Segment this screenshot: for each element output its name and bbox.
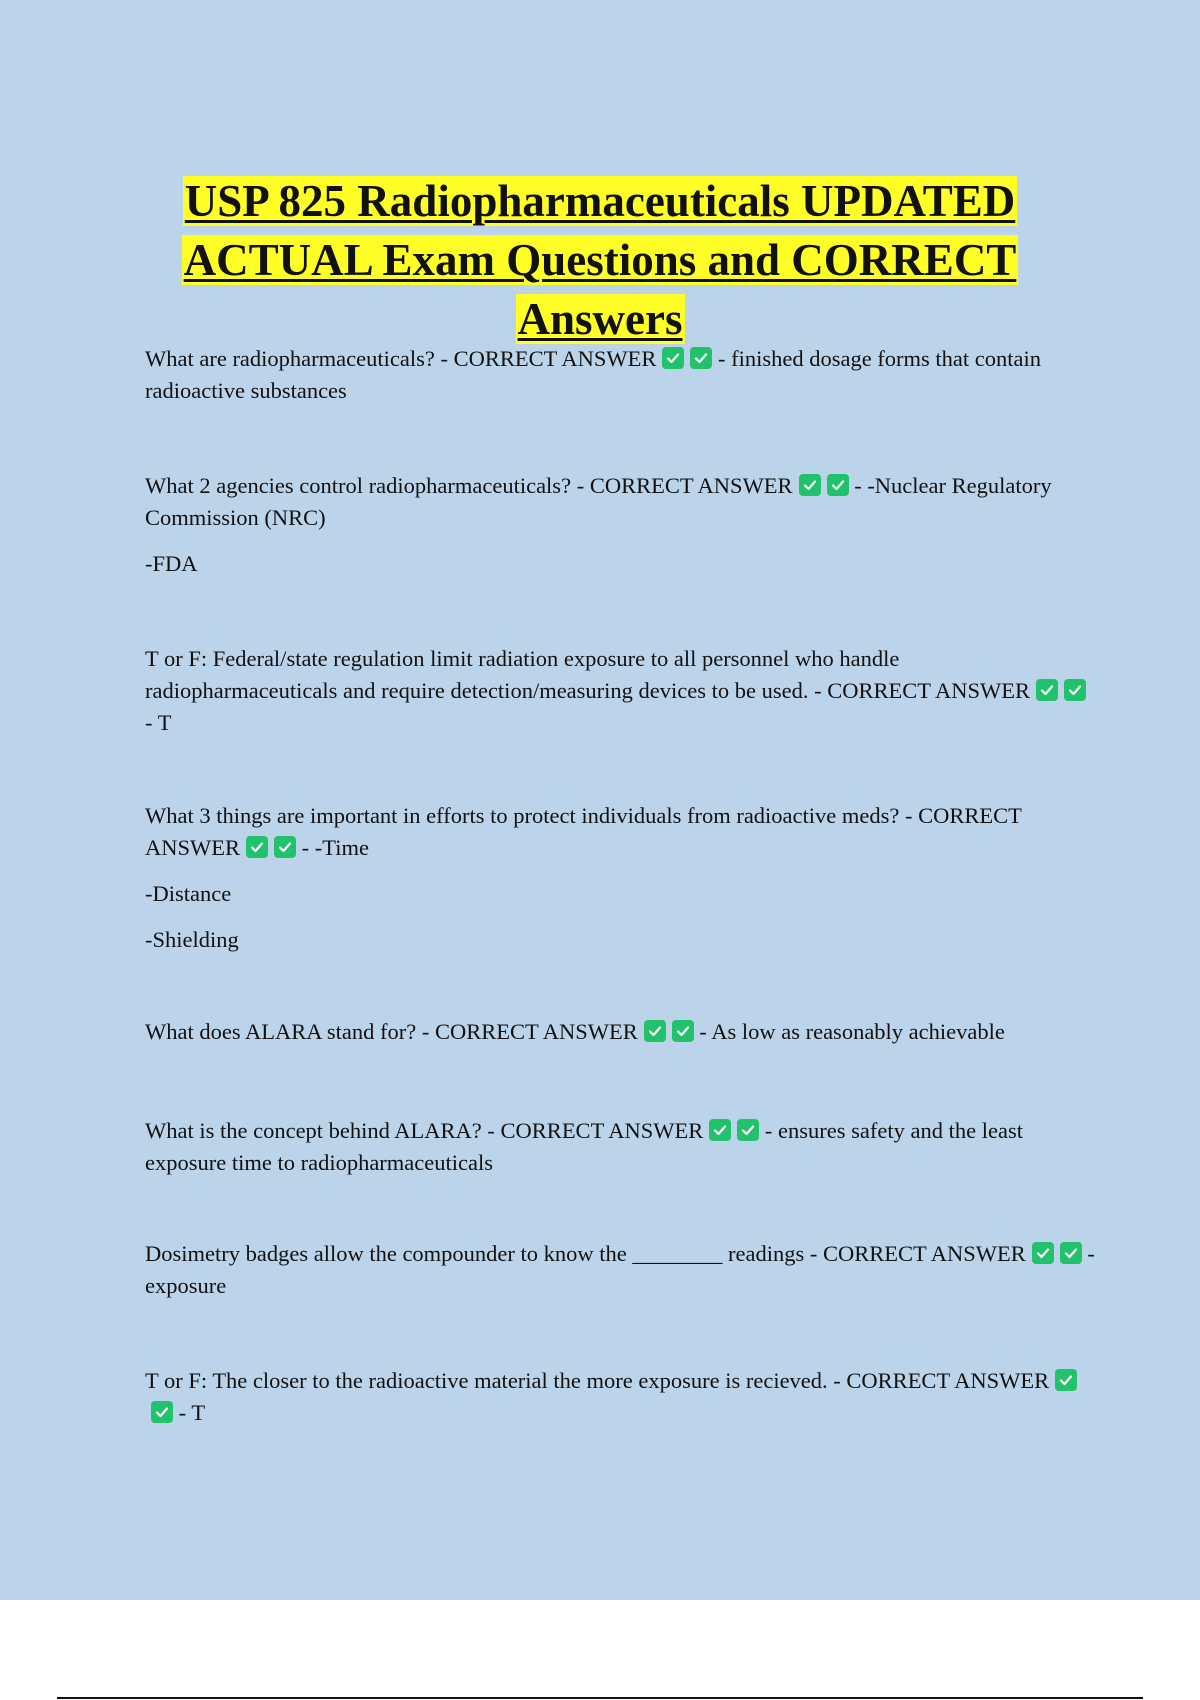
answer-text: T <box>191 1400 206 1425</box>
qa-item <box>145 1365 1095 1429</box>
correct-answer-label: CORRECT ANSWER <box>846 1368 1050 1393</box>
qa-item <box>145 343 1095 407</box>
answer-extra-line: -Distance <box>145 881 232 906</box>
check-mark-icon <box>1032 1242 1054 1264</box>
check-mark-icon <box>644 1020 666 1042</box>
document-title-text: USP 825 Radiopharmaceuticals UPDATED ACTUAL Exam Questions and CORRECT Answers <box>183 176 1017 345</box>
check-mark-icon <box>672 1020 694 1042</box>
check-mark-icon <box>690 347 712 369</box>
question-text: What does ALARA stand for? <box>145 1019 417 1044</box>
check-mark-icon <box>274 836 296 858</box>
correct-answer-label: CORRECT ANSWER <box>453 346 657 371</box>
qa-item <box>145 1238 1095 1302</box>
correct-answer-label: CORRECT ANSWER <box>145 803 1022 860</box>
check-mark-icon <box>662 347 684 369</box>
question-text: Dosimetry badges allow the compounder to know the ________ readings <box>145 1241 805 1266</box>
question-text: T or F: Federal/state regulation limit radiation exposure to all personnel who handle radiopharmaceuticals and require detection/measuring devices to be used. <box>145 646 900 703</box>
answer-text: -Nuclear Regulatory Commission (NRC) <box>145 473 1052 530</box>
question-text: What 2 agencies control radiopharmaceuticals? <box>145 473 572 498</box>
question-text: What are radiopharmaceuticals? <box>145 346 435 371</box>
check-mark-icon <box>799 474 821 496</box>
qa-line: T or F: Federal/state regulation limit radiation exposure to all personnel who handle radiopharmaceuticals and require detection/measuring devices to be used. - CORRECT ANSWER - T <box>145 643 1095 739</box>
qa-line: What are radiopharmaceuticals? - CORRECT ANSWER - finished dosage forms that contain radioactive substances <box>145 346 1042 403</box>
question-text: What 3 things are important in efforts to protect individuals from radioactive meds? <box>145 803 900 828</box>
answer-text: T <box>157 710 172 735</box>
check-mark-icon <box>151 1401 173 1423</box>
question-text: What is the concept behind ALARA? <box>145 1118 482 1143</box>
check-mark-icon <box>1060 1242 1082 1264</box>
page-divider <box>57 1697 1143 1699</box>
answer-extra-line: -Shielding <box>145 927 239 952</box>
answer-extra-line: -FDA <box>145 551 198 576</box>
answer-text: As low as reasonably achievable <box>711 1019 1005 1044</box>
answer-text: ensures safety and the least exposure time to radiopharmaceuticals <box>145 1118 1023 1175</box>
check-mark-icon <box>1036 679 1058 701</box>
check-mark-icon <box>709 1119 731 1141</box>
question-text: T or F: The closer to the radioactive material the more exposure is recieved. <box>145 1368 828 1393</box>
qa-item <box>145 1115 1095 1179</box>
qa-line: T or F: The closer to the radioactive material the more exposure is recieved. - CORRECT ANSWER - T <box>145 1365 1095 1429</box>
qa-line: Dosimetry badges allow the compounder to know the ________ readings - CORRECT ANSWER - exposure <box>145 1241 1095 1298</box>
qa-item <box>145 800 1095 956</box>
check-mark-icon <box>1064 679 1086 701</box>
document-title <box>120 172 1080 349</box>
correct-answer-label: CORRECT ANSWER <box>589 473 793 498</box>
qa-item <box>145 470 1095 580</box>
correct-answer-label: CORRECT ANSWER <box>827 678 1030 703</box>
check-mark-icon <box>737 1119 759 1141</box>
qa-line: What 2 agencies control radiopharmaceuticals? - CORRECT ANSWER - -Nuclear Regulatory Commission (NRC) <box>145 473 1052 530</box>
qa-line: What does ALARA stand for? - CORRECT ANSWER - As low as reasonably achievable <box>145 1019 1005 1044</box>
correct-answer-label: CORRECT ANSWER <box>434 1019 638 1044</box>
correct-answer-label: CORRECT ANSWER <box>823 1241 1026 1266</box>
answer-text: finished dosage forms that contain radioactive substances <box>145 346 1042 403</box>
qa-item <box>145 643 1095 739</box>
correct-answer-label: CORRECT ANSWER <box>500 1118 704 1143</box>
qa-item <box>145 1016 1095 1048</box>
check-mark-icon <box>1055 1369 1077 1391</box>
answer-text: exposure <box>145 1273 227 1298</box>
answer-text: -Time <box>314 835 369 860</box>
check-mark-icon <box>246 836 268 858</box>
check-mark-icon <box>827 474 849 496</box>
qa-line: What 3 things are important in efforts to protect individuals from radioactive meds? - CORRECT ANSWER - -Time <box>145 803 1022 860</box>
qa-line: What is the concept behind ALARA? - CORRECT ANSWER - ensures safety and the least exposure time to radiopharmaceuticals <box>145 1118 1023 1175</box>
